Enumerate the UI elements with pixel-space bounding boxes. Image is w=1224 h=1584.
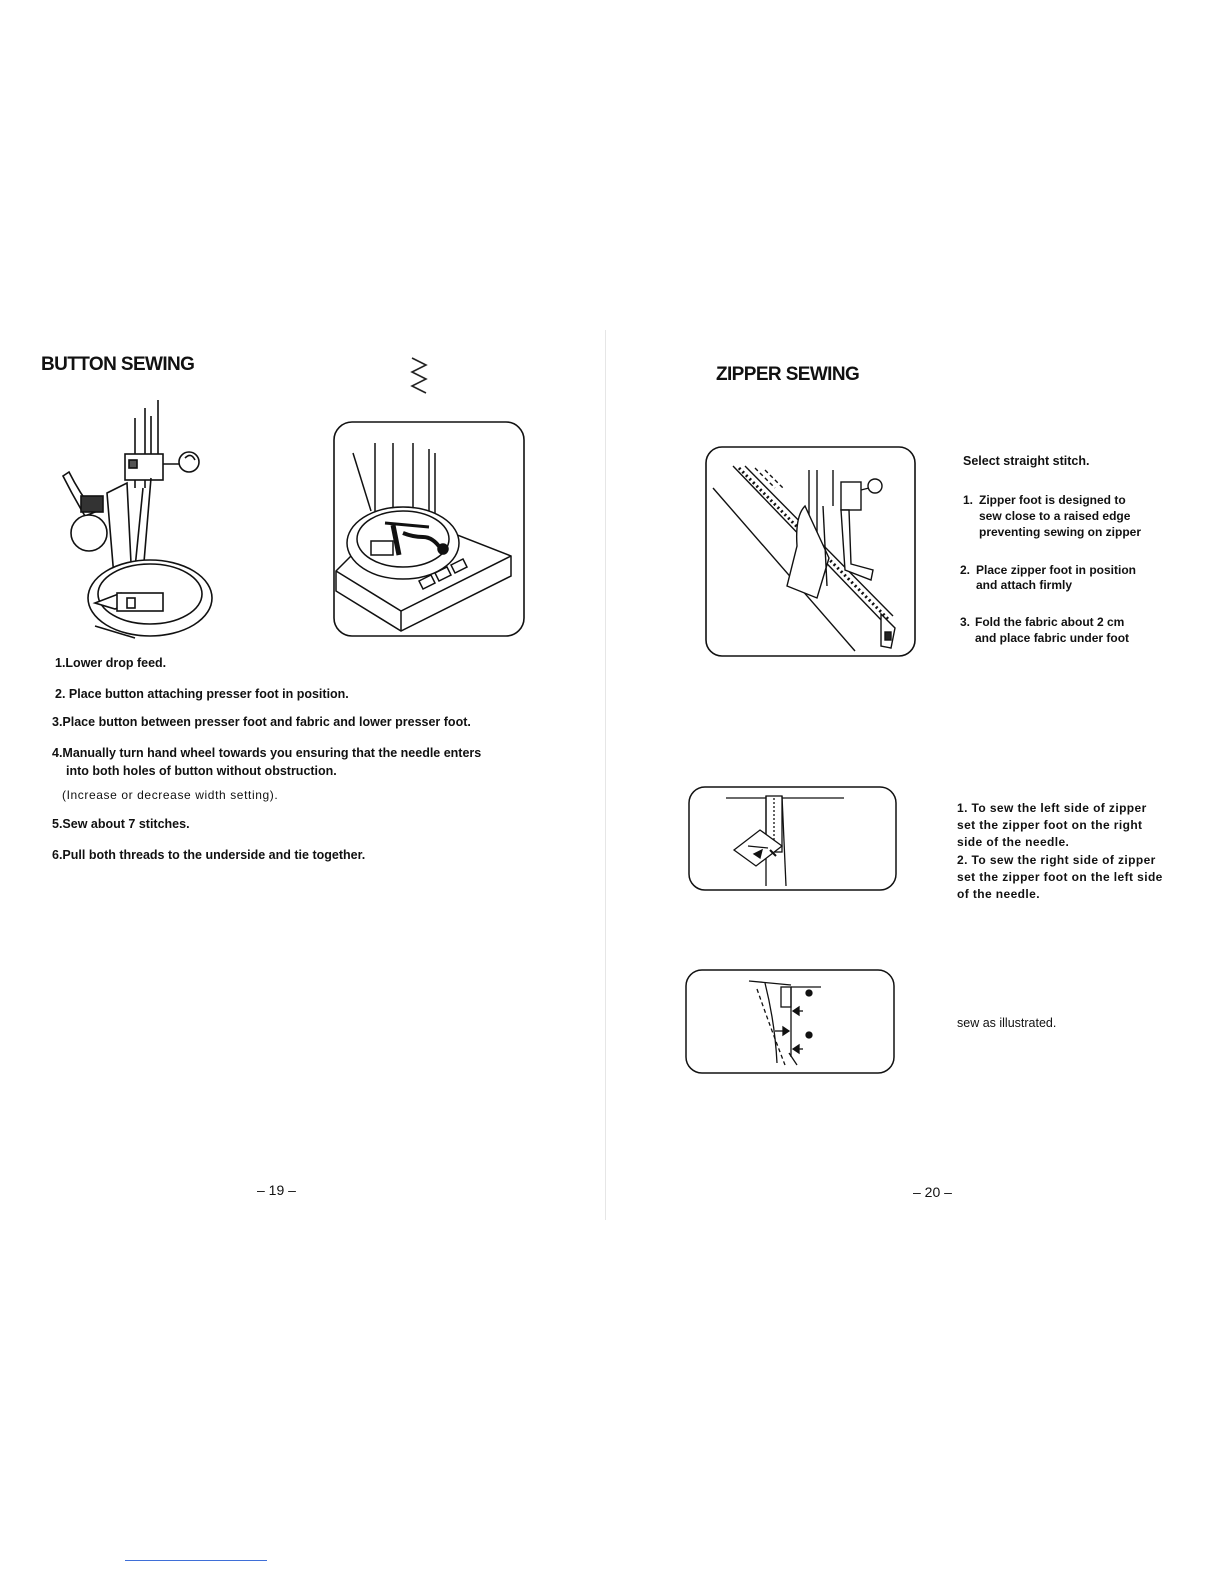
zipper-step-2-line-1: Place zipper foot in position <box>976 563 1137 577</box>
step-3-text: 3.Place button between presser foot and fabric and lower presser foot. <box>52 715 471 729</box>
step-6-text: 6.Pull both threads to the underside and tie together. <box>52 848 366 862</box>
step-2-text: 2. Place button attaching presser foot in position. <box>55 687 349 701</box>
step-5-text: 5.Sew about 7 stitches. <box>52 817 190 831</box>
sew-as-illustrated-text: sew as illustrated. <box>957 1016 1057 1030</box>
step-4-note: (Increase or decrease width setting). <box>62 788 279 802</box>
zipper-fold-diagram <box>685 969 897 1075</box>
page-title-button-sewing: BUTTON SEWING <box>41 354 195 375</box>
page-divider <box>605 330 606 1220</box>
button-presser-foot-illustration <box>55 398 235 643</box>
zipper-step-1-line-1: Zipper foot is designed to <box>979 493 1126 507</box>
zipper-step-3-line-2: and place fabric under foot <box>975 631 1130 645</box>
zipper-step-1-num: 1. <box>963 493 974 507</box>
footer-underline <box>125 1560 267 1561</box>
page-title-zipper-sewing: ZIPPER SEWING <box>716 364 860 385</box>
zipper-step-2-num: 2. <box>960 563 971 577</box>
zipper-step-1-line-3: preventing sewing on zipper <box>979 525 1142 539</box>
zipper-side-line-4: 2. To sew the right side of zipper <box>957 853 1156 867</box>
zipper-foot-illustration <box>705 446 917 658</box>
step-4-text: 4.Manually turn hand wheel towards you ensuring that the needle enters <box>52 746 482 760</box>
zipper-side-line-5: set the zipper foot on the left side <box>957 870 1163 884</box>
page-number-right: – 20 – <box>913 1184 952 1200</box>
zipper-step-1-line-2: sew close to a raised edge <box>979 509 1131 523</box>
zipper-side-line-6: of the needle. <box>957 887 1040 901</box>
step-1-text: 1.Lower drop feed. <box>55 656 167 670</box>
zipper-side-line-1: 1. To sew the left side of zipper <box>957 801 1147 815</box>
page-number-left: – 19 – <box>257 1182 296 1198</box>
zipper-step-3-num: 3. <box>960 615 971 629</box>
select-stitch-text: Select straight stitch. <box>963 454 1090 468</box>
zipper-side-line-3: side of the needle. <box>957 835 1070 849</box>
zipper-side-diagram <box>688 786 898 892</box>
button-closeup-illustration <box>333 421 525 637</box>
zipper-step-3-line-1: Fold the fabric about 2 cm <box>975 615 1125 629</box>
step-4-text-continued: into both holes of button without obstruction. <box>66 764 337 778</box>
zipper-step-2-line-2: and attach firmly <box>976 578 1073 592</box>
zigzag-stitch-icon <box>410 356 430 396</box>
zipper-side-line-2: set the zipper foot on the right <box>957 818 1143 832</box>
